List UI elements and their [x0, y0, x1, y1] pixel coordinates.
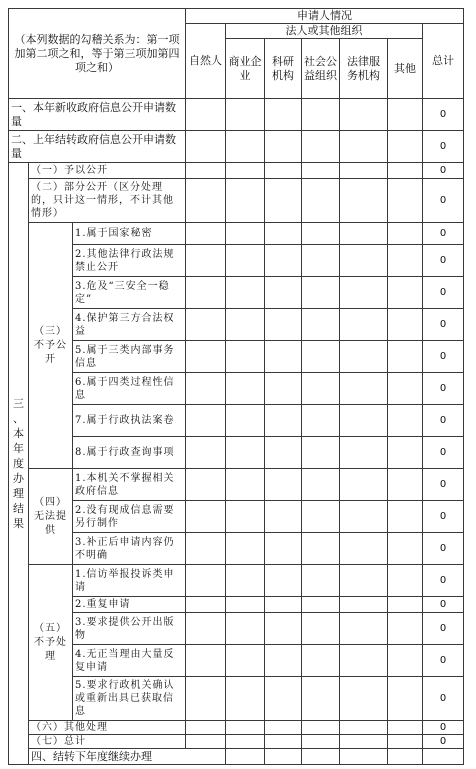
table-row: [9, 179, 464, 223]
total-cell: 0: [423, 245, 464, 277]
item-label: 1.本机关不掌握相关政府信息: [73, 469, 186, 501]
header-total: 总计: [423, 24, 464, 99]
table-row: [9, 645, 464, 677]
total-cell: 0: [423, 721, 464, 735]
header-note: （本列数据的勾稽关系为：第一项加第二项之和，等于第三项加第四项之和）: [9, 9, 186, 99]
table-row: [9, 277, 464, 309]
total-cell: 0: [423, 677, 464, 721]
header-other: 其他: [388, 39, 423, 99]
item-label: 2.没有现成信息需要另行制作: [73, 501, 186, 533]
table-row: [9, 163, 464, 179]
total-cell: 0: [423, 309, 464, 341]
table-row: [9, 309, 464, 341]
row-label-other-handling: （六）其他处理: [29, 721, 186, 735]
header-legal-service: 法律服务机构: [340, 39, 388, 99]
section-3-label: 三 、 本 年 度 办 理 结 果: [9, 163, 29, 765]
table-row: [9, 613, 464, 645]
gov-info-disclosure-table: [8, 8, 464, 765]
item-label: 5.属于三类内部事务信息: [73, 341, 186, 373]
total-cell: 0: [423, 501, 464, 533]
table-row: [9, 469, 464, 501]
header-social-welfare: 社会公益组织: [302, 39, 340, 99]
item-label: 3.补正后申请内容仍不明确: [73, 533, 186, 565]
table-row: [9, 721, 464, 735]
table-row: [9, 245, 464, 277]
total-cell: 0: [423, 179, 464, 223]
group-label-unable-to-provide: （四）无法提供: [29, 469, 73, 565]
total-cell: 0: [423, 405, 464, 437]
table-row: [9, 565, 464, 597]
total-cell: 0: [423, 99, 464, 131]
total-cell: 0: [423, 437, 464, 469]
total-cell: 0: [423, 613, 464, 645]
total-cell: 0: [423, 223, 464, 245]
total-cell: 0: [423, 131, 464, 163]
table-row: [9, 405, 464, 437]
total-cell: 0: [423, 645, 464, 677]
table-row: [9, 677, 464, 721]
item-label: 3.危及“三安全一稳定”: [73, 277, 186, 309]
item-label: 2.重复申请: [73, 597, 186, 613]
header-research: 科研机构: [265, 39, 302, 99]
header-natural-person: 自然人: [186, 24, 226, 99]
row-label-new-applications: 一、本年新收政府信息公开申请数量: [9, 99, 186, 131]
group-label-not-disclosed: （三）不予公开: [29, 223, 73, 469]
total-cell: 0: [423, 373, 464, 405]
total-cell: 0: [423, 163, 464, 179]
total-cell: 0: [423, 735, 464, 749]
table-row: [9, 131, 464, 163]
table-row: [9, 99, 464, 131]
item-label: 6.属于四类过程性信息: [73, 373, 186, 405]
table-row: [9, 501, 464, 533]
table-row: [9, 341, 464, 373]
total-cell: 0: [423, 597, 464, 613]
table-row: [9, 735, 464, 749]
header-applicant-info: 申请人情况: [186, 9, 464, 24]
total-cell: 0: [423, 341, 464, 373]
item-label: 4.无正当理由大量反复申请: [73, 645, 186, 677]
total-cell: 0: [423, 565, 464, 597]
group-label-not-processed: （五）不予处理: [29, 565, 73, 721]
total-cell: 0: [423, 277, 464, 309]
table-row: [9, 373, 464, 405]
total-cell: 0: [423, 533, 464, 565]
row-label-disclosed: （一）予以公开: [29, 163, 186, 179]
item-label: 1.信访举报投诉类申请: [73, 565, 186, 597]
item-label: 2.其他法律行政法规禁止公开: [73, 245, 186, 277]
table-row: [9, 597, 464, 613]
header-legal-entities: 法人或其他组织: [226, 24, 423, 39]
row-label-carried-over: 二、上年结转政府信息公开申请数量: [9, 131, 186, 163]
item-label: 1.属于国家秘密: [73, 223, 186, 245]
table-row: [9, 749, 464, 765]
item-label: 5.要求行政机关确认或重新出具已获取信息: [73, 677, 186, 721]
header-commercial: 商业企业: [226, 39, 265, 99]
total-cell: 0: [423, 469, 464, 501]
table-row: [9, 533, 464, 565]
item-label: 8.属于行政查询事项: [73, 437, 186, 469]
table-row: [9, 437, 464, 469]
item-label: 7.属于行政执法案卷: [73, 405, 186, 437]
item-label: 3.要求提供公开出版物: [73, 613, 186, 645]
row-label-partial: （二）部分公开（区分处理的，只计这一情形，不计其他情形）: [29, 179, 186, 223]
row-label-subtotal: （七）总计: [29, 735, 186, 749]
row-label-carry-forward: 四、结转下年度继续办理: [29, 749, 226, 765]
table-row: [9, 223, 464, 245]
item-label: 4.保护第三方合法权益: [73, 309, 186, 341]
